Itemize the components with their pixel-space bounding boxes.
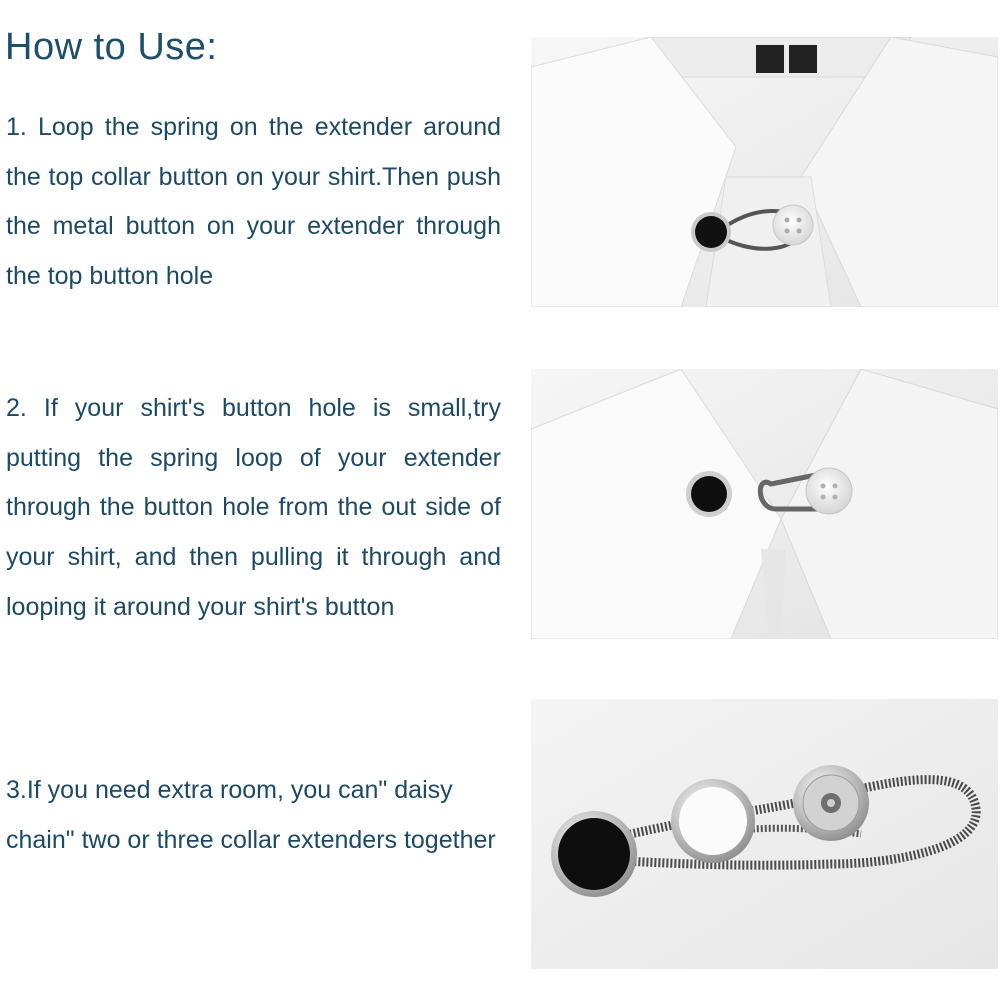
photo-daisy-chain	[531, 699, 998, 969]
shirt-collar-with-extender-icon	[531, 37, 998, 307]
shirt-collar-spring-loop-icon	[531, 369, 998, 639]
page-title: How to Use:	[5, 26, 218, 68]
step-1-text: 1. Loop the spring on the extender around the top collar button on your shirt.Then push the metal button on your extender through the top button hole	[6, 113, 501, 291]
step-2-text: 2. If your shirt's button hole is small,try putting the spring loop of your extender through the button hole from the out side of your shirt, and then pulling it through and looping it around your shirt's button	[6, 394, 501, 621]
photo-spring-loop	[531, 369, 998, 639]
photo-collar-extender	[531, 37, 998, 307]
daisy-chained-extenders-icon	[531, 699, 998, 969]
step-3-text: 3.If you need extra room, you can" daisy chain" two or three collar extenders together	[6, 776, 496, 854]
